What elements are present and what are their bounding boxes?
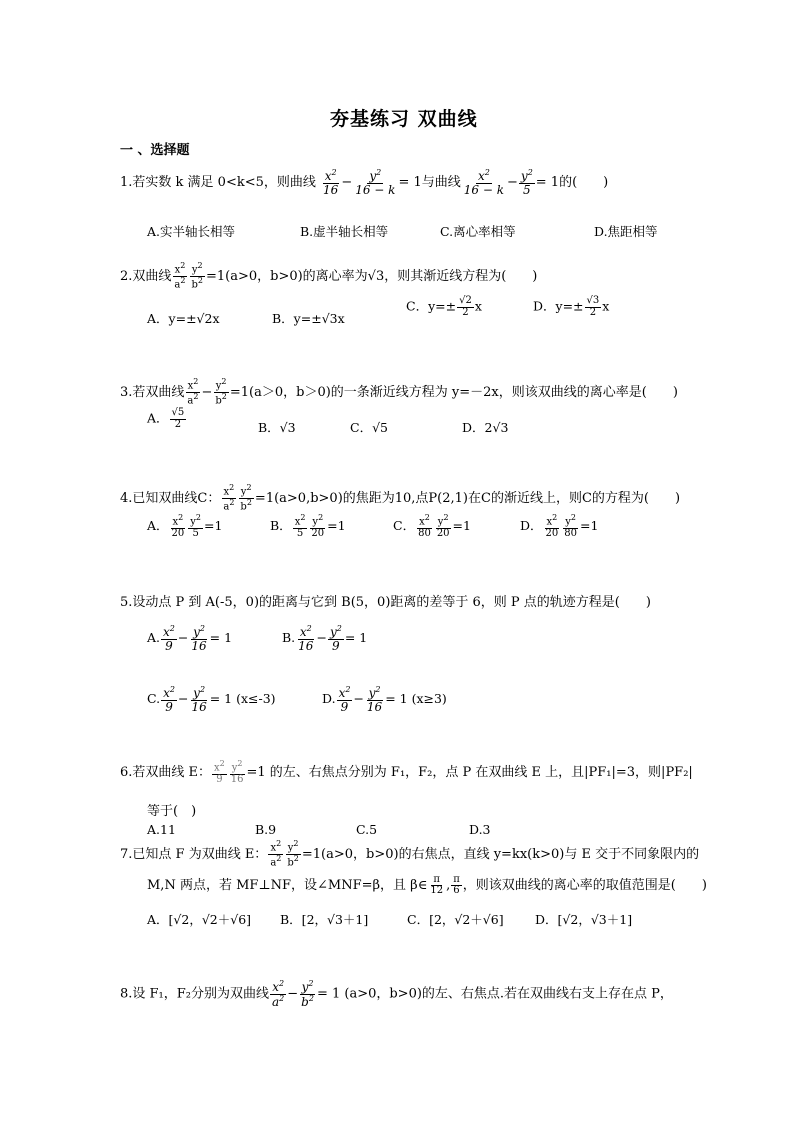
q6-stem: 6.若双曲线 E： bbox=[120, 765, 212, 781]
q5-a-frac-y: $\frac{y^2}{16}$ bbox=[191, 624, 207, 653]
q8-frac-x2a2: $\frac{x^2}{a^2}$ bbox=[272, 979, 285, 1009]
q2-option-d: D．y=± $\frac{√3}{2}$ x bbox=[533, 295, 610, 318]
q7-frac-pi-6: $\frac{\pi}{6}$ bbox=[453, 873, 460, 896]
q5-d-frac-x: $\frac{x^2}{9}$ bbox=[338, 685, 351, 714]
q4-d-frac-x: $\frac{x^2}{20}$ bbox=[545, 513, 559, 539]
q5-option-c-label: C. bbox=[147, 691, 161, 707]
question-2 bbox=[120, 262, 537, 291]
q1-end: 的( ) bbox=[559, 175, 609, 191]
question-7 bbox=[120, 840, 699, 869]
question-6 bbox=[120, 760, 693, 785]
section-heading: 一 、选择题 bbox=[120, 143, 190, 158]
q4-option-b-label: B． bbox=[270, 518, 292, 534]
q7-line2a: M,N 两点，若 MF⊥NF，设∠MNF=β，且 β∈ bbox=[147, 878, 428, 893]
q3-option-a bbox=[147, 408, 187, 430]
q1-option-d: D.焦距相等 bbox=[594, 224, 658, 239]
q7-tail: =1(a>0，b>0)的右焦点，直线 y=kx(k>0)与 E 交于不同象限内的 bbox=[301, 846, 700, 862]
q2-option-d-label: D．y=± bbox=[533, 298, 584, 314]
q6-frac-x: $\frac{x^2}{9}$ bbox=[214, 759, 225, 785]
q4-a-frac-y: $\frac{y^2}{5}$ bbox=[190, 513, 202, 539]
q5-c-frac-y: $\frac{y^2}{16}$ bbox=[191, 685, 207, 714]
q7-frac-pi-12: $\frac{\pi}{12}$ bbox=[430, 873, 444, 896]
page-title: 夯基练习 双曲线 bbox=[330, 108, 478, 130]
q3-frac-y2b2: $\frac{y^2}{b^2}$ bbox=[215, 377, 227, 407]
q5-option-d-label: D. bbox=[322, 691, 336, 707]
q6-frac-y: $\frac{y^2}{16}$ bbox=[230, 759, 244, 785]
question-8: 8.设 F₁，F₂分别为双曲线 $\frac{x^2}{a^2}$ − $\frac{y^2}{b^2}$ = 1 (a>0，b>0)的左、右焦点.若在双曲线右支上存在点 P， bbox=[120, 979, 673, 1009]
question-5: 5.设动点 P 到 A(-5，0)的距离与它到 B(5，0)距离的差等于 6，则 P 点的轨迹方程是( ) bbox=[120, 595, 651, 610]
q7-line2b: ，则该双曲线的离心率的取值范围是( ) bbox=[462, 878, 707, 893]
q2-stem: 2.双曲线 bbox=[120, 268, 172, 284]
q4-option-d: D． $\frac{x^2}{20}$ $\frac{y^2}{80}$ =1 bbox=[520, 513, 599, 539]
q5-option-d: D. $\frac{x^2}{9}$ − $\frac{y^2}{16}$ = 1 (x≥3) bbox=[322, 685, 447, 714]
q6-continuation: 等于( ) bbox=[147, 804, 197, 819]
q4-option-d-label: D． bbox=[520, 518, 543, 534]
q1-frac-y2-16k: $\frac{y^2}{16 - k}$ bbox=[355, 168, 396, 197]
q8-tail: = 1 (a>0，b>0)的左、右焦点.若在双曲线右支上存在点 P， bbox=[316, 986, 673, 1002]
q5-option-a-label: A. bbox=[147, 630, 161, 646]
q1-option-b: B.虚半轴长相等 bbox=[300, 224, 389, 239]
q5-option-c-tail: = 1 (x≤-3) bbox=[209, 691, 276, 707]
q3-option-b: B．√3 bbox=[258, 420, 296, 435]
q5-b-frac-x: $\frac{x^2}{16}$ bbox=[298, 624, 314, 653]
q4-option-c: C． $\frac{x^2}{80}$ $\frac{y^2}{20}$ =1 bbox=[393, 513, 471, 539]
q6-option-b: B.9 bbox=[255, 822, 277, 837]
q5-d-frac-y: $\frac{y^2}{16}$ bbox=[366, 685, 383, 714]
q4-option-a-label: A． bbox=[147, 518, 169, 534]
q6-option-c: C.5 bbox=[356, 822, 378, 837]
q4-d-frac-y: $\frac{y^2}{80}$ bbox=[564, 513, 577, 539]
q4-tail: =1(a>0,b>0)的焦距为10,点P(2,1)在C的渐近线上，则C的方程为( ) bbox=[254, 490, 681, 506]
q4-stem: 4.已知双曲线C： bbox=[120, 490, 221, 506]
q3-option-d: D．2√3 bbox=[462, 420, 509, 435]
q2-option-c-label: C．y=± bbox=[406, 298, 457, 314]
q2-frac-x2a2: $\frac{x^2}{a^2}$ bbox=[174, 261, 186, 291]
q1-option-a: A.实半轴长相等 bbox=[147, 224, 236, 239]
q4-option-c-label: C． bbox=[393, 518, 416, 534]
q4-b-frac-x: $\frac{x^2}{5}$ bbox=[294, 513, 306, 539]
q5-b-frac-y: $\frac{y^2}{9}$ bbox=[329, 624, 342, 653]
q2-frac-sqrt3-2: $\frac{√3}{2}$ bbox=[586, 295, 600, 318]
q5-c-frac-x: $\frac{x^2}{9}$ bbox=[163, 685, 175, 714]
q3-option-c: C．√5 bbox=[350, 420, 388, 435]
q8-frac-y2b2: $\frac{y^2}{b^2}$ bbox=[301, 979, 314, 1009]
q5-option-d-tail: = 1 (x≥3) bbox=[385, 691, 447, 707]
q1-stem: 1.若实数 k 满足 0<k<5，则曲线 bbox=[120, 175, 316, 191]
q2-frac-sqrt2-2: $\frac{√2}{2}$ bbox=[459, 295, 472, 318]
q4-frac-x2a2: $\frac{x^2}{a^2}$ bbox=[223, 483, 235, 513]
q5-option-a: A. $\frac{x^2}{9}$ − $\frac{y^2}{16}$ = 1 bbox=[147, 624, 233, 653]
q5-option-b: B. $\frac{x^2}{16}$ − $\frac{y^2}{9}$ = 1 bbox=[282, 624, 368, 653]
question-4 bbox=[120, 484, 680, 513]
q2-tail: =1(a>0，b>0)的离心率为√3，则其渐近线方程为( ) bbox=[205, 268, 538, 284]
q7-frac-x2a2: $\frac{x^2}{a^2}$ bbox=[270, 839, 282, 869]
q6-option-d: D.3 bbox=[469, 822, 491, 837]
q4-a-frac-x: $\frac{x^2}{20}$ bbox=[171, 513, 185, 539]
q7-stem: 7.已知点 F 为双曲线 E： bbox=[120, 846, 268, 862]
q4-c-frac-x: $\frac{x^2}{80}$ bbox=[418, 513, 431, 539]
q3-tail: =1(a＞0，b＞0)的一条渐近线方程为 y=－2x，则该双曲线的离心率是( ) bbox=[229, 384, 678, 400]
q4-b-frac-y: $\frac{y^2}{20}$ bbox=[311, 513, 325, 539]
q6-option-a: A.11 bbox=[147, 822, 176, 837]
q2-option-c: C．y=± $\frac{√2}{2}$ x bbox=[406, 295, 482, 318]
q7-option-a: A．[√2，√2＋√6] bbox=[147, 912, 252, 927]
q1-frac-y2-5: $\frac{y^2}{5}$ bbox=[520, 168, 533, 197]
q7-option-d: D．[√2，√3＋1] bbox=[535, 912, 633, 927]
q7-option-c: C．[2，√2＋√6] bbox=[407, 912, 504, 927]
q7-option-b: B．[2，√3＋1] bbox=[280, 912, 369, 927]
q5-option-b-label: B. bbox=[282, 630, 296, 646]
q3-frac-x2a2: $\frac{x^2}{a^2}$ bbox=[187, 377, 199, 407]
q1-frac-x2-16: $\frac{x^2}{16}$ bbox=[323, 168, 339, 197]
q1-mid: 与曲线 bbox=[421, 175, 461, 191]
q3-stem: 3.若双曲线 bbox=[120, 384, 185, 400]
q4-frac-y2b2: $\frac{y^2}{b^2}$ bbox=[240, 483, 252, 513]
q1-option-c: C.离心率相等 bbox=[440, 224, 516, 239]
q1-frac-x2-16k: $\frac{x^2}{16 - k}$ bbox=[463, 168, 504, 197]
q6-tail: =1 的左、右焦点分别为 F₁，F₂，点 P 在双曲线 E 上，且|PF₁|=3，则|PF₂| bbox=[246, 765, 693, 781]
q3-frac-sqrt5-2: $\frac{√5}{2}$ bbox=[171, 407, 185, 430]
q7-frac-y2b2: $\frac{y^2}{b^2}$ bbox=[287, 839, 299, 869]
q5-a-frac-x: $\frac{x^2}{9}$ bbox=[163, 624, 175, 653]
q2-option-a: A．y=±√2x bbox=[147, 311, 220, 326]
question-3: 3.若双曲线 $\frac{x^2}{a^2}$ − $\frac{y^2}{b^2}$ =1(a＞0，b＞0)的一条渐近线方程为 y=－2x，则该双曲线的离心率是( ) bbox=[120, 377, 678, 407]
q2-option-b: B．y=±√3x bbox=[272, 311, 345, 326]
q4-c-frac-y: $\frac{y^2}{20}$ bbox=[436, 513, 450, 539]
q8-stem: 8.设 F₁，F₂分别为双曲线 bbox=[120, 986, 269, 1002]
q7-line-2: M,N 两点，若 MF⊥NF，设∠MNF=β，且 β∈ $\frac{\pi}{12}$ , $\frac{\pi}{6}$ ，则该双曲线的离心率的取值范围是( ) bbox=[147, 873, 707, 896]
q5-option-c: C. $\frac{x^2}{9}$ − $\frac{y^2}{16}$ = 1 (x≤-3) bbox=[147, 685, 276, 714]
q4-option-b: B． $\frac{x^2}{5}$ $\frac{y^2}{20}$ =1 bbox=[270, 513, 346, 539]
q3-option-a-label: A． bbox=[147, 410, 169, 426]
q2-frac-y2b2: $\frac{y^2}{b^2}$ bbox=[191, 261, 203, 291]
question-1: 1.若实数 k 满足 0<k<5，则曲线 $\frac{x^2}{16}$ − $\frac{y^2}{16 - k}$ = 1与曲线 $\frac{x^2}{16 - k}$ − $\frac{y^2}{5}$ = 1的( ) bbox=[120, 168, 609, 197]
q4-option-a: A． $\frac{x^2}{20}$ $\frac{y^2}{5}$ =1 bbox=[147, 513, 223, 539]
